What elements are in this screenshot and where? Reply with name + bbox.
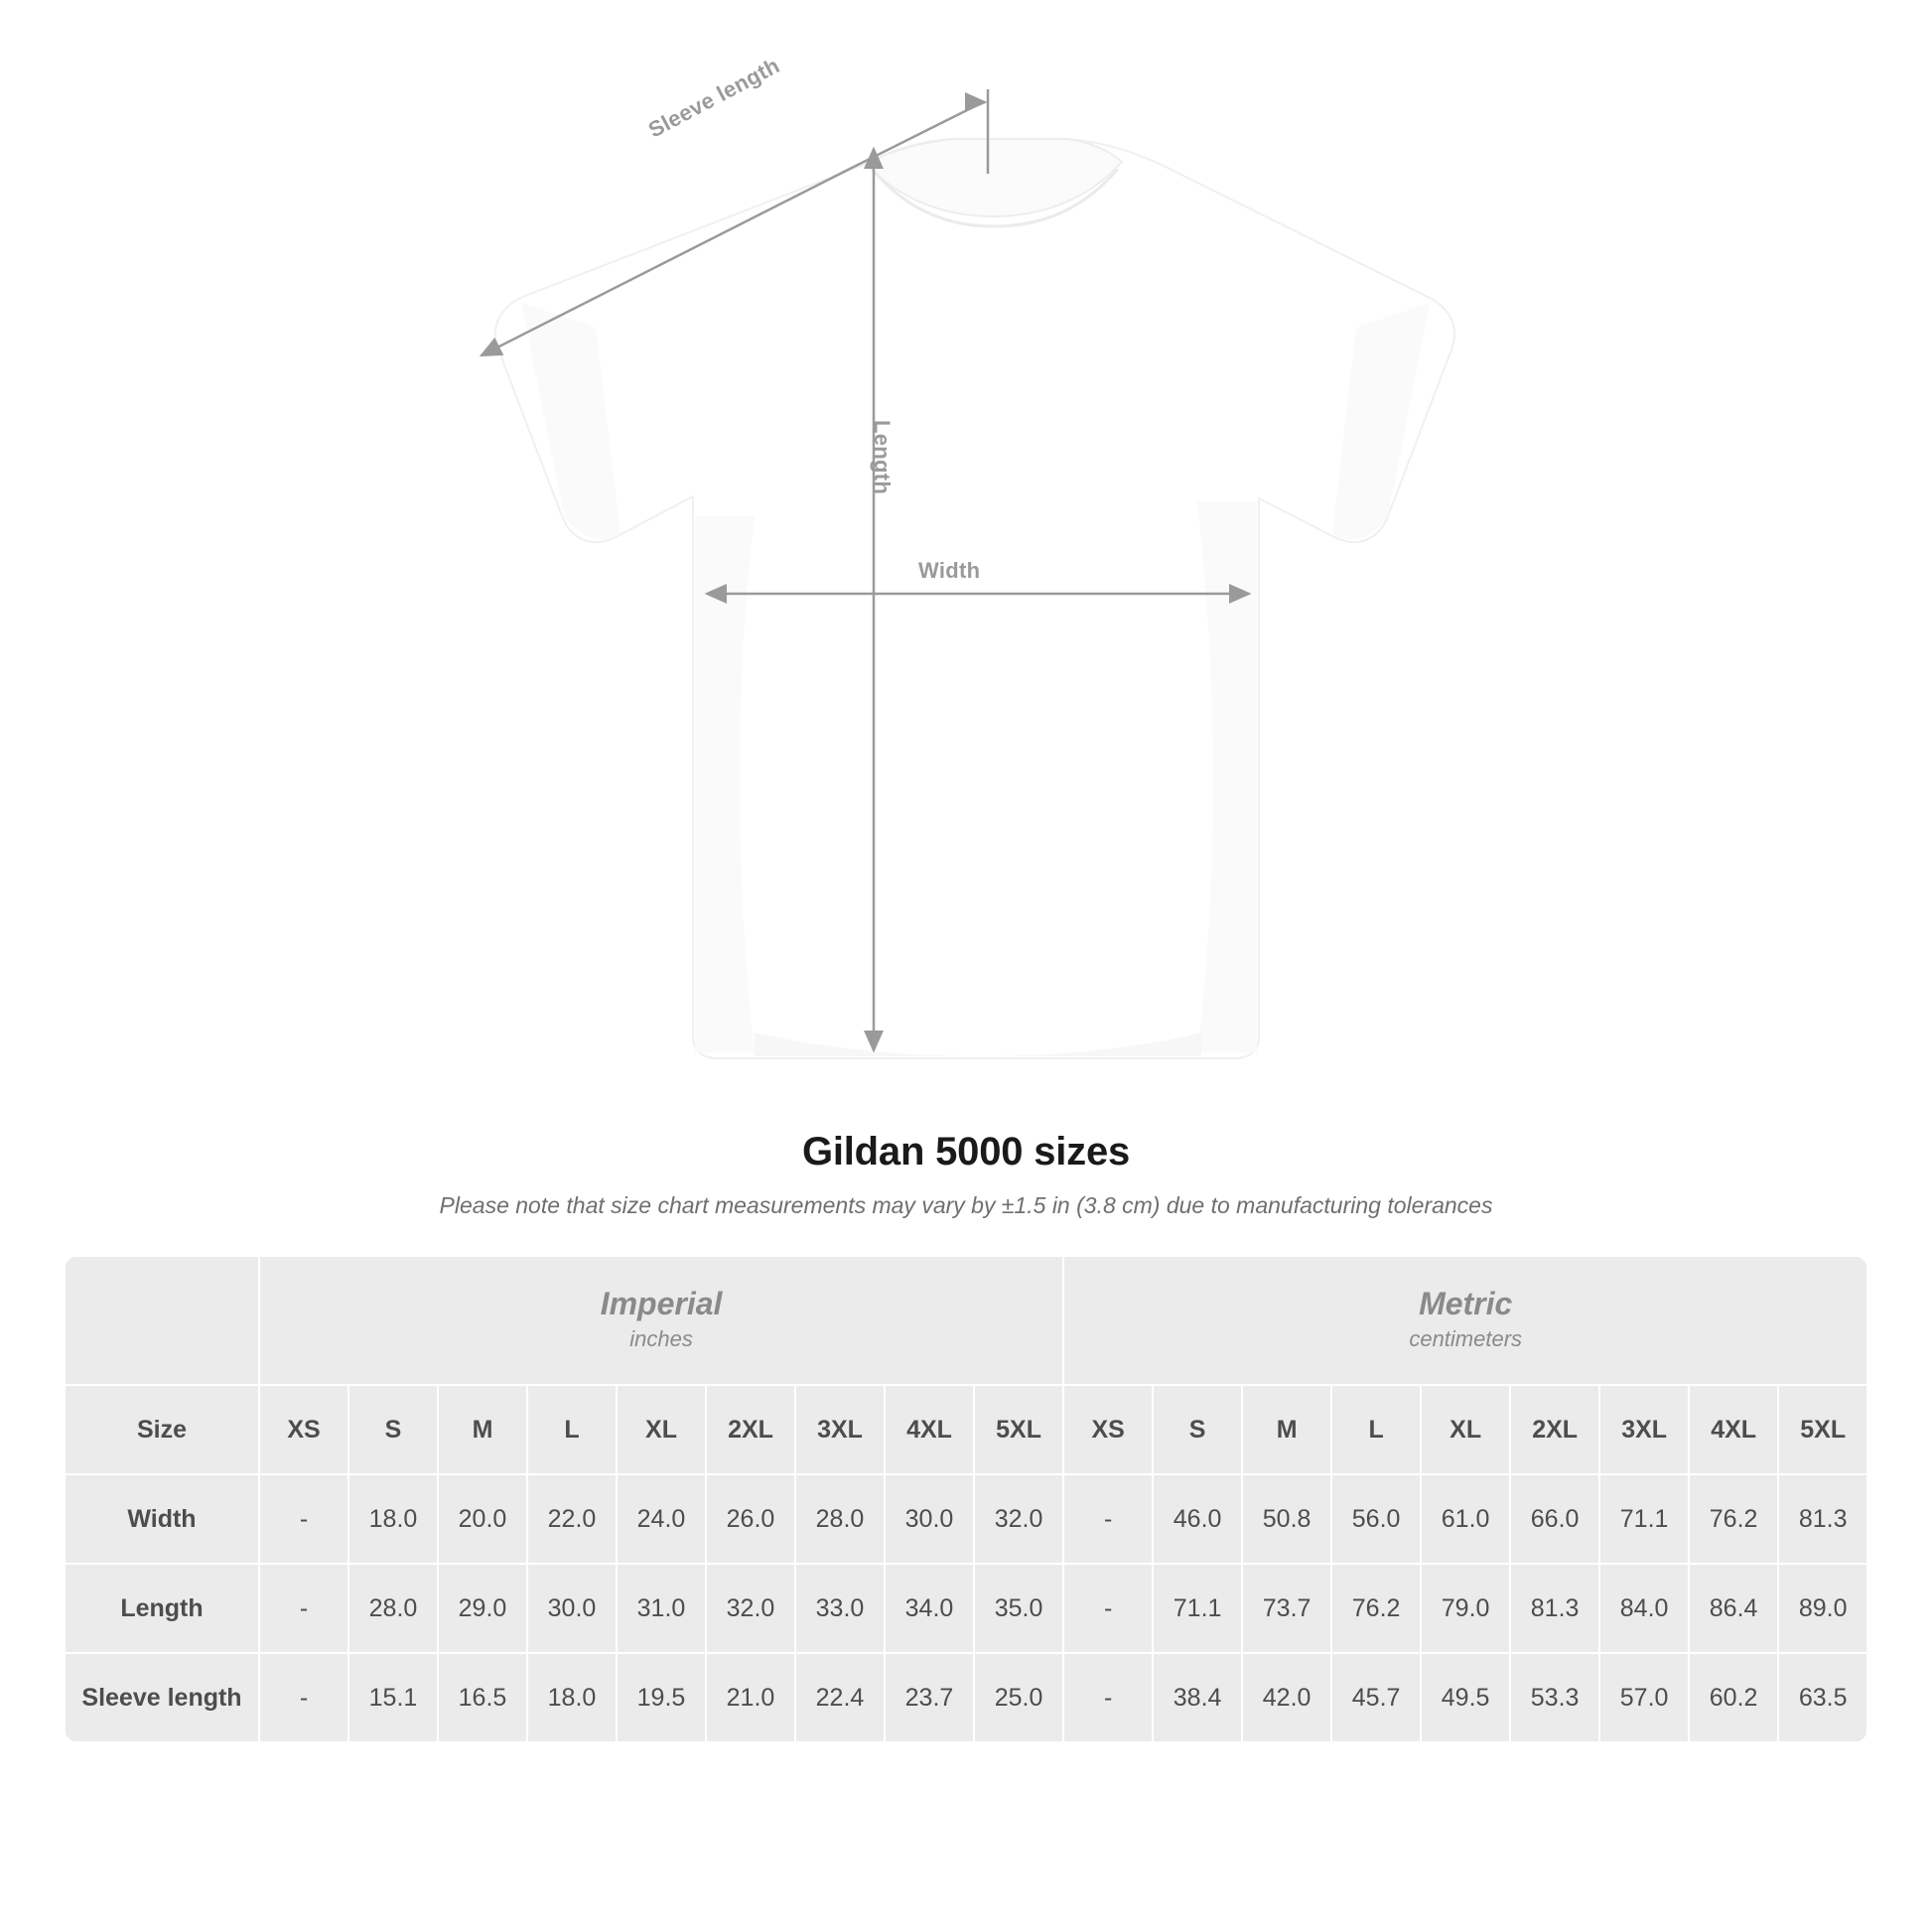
measurement-cell: 30.0: [885, 1474, 974, 1564]
measurement-cell: 61.0: [1421, 1474, 1510, 1564]
measurement-cell: 19.5: [617, 1653, 706, 1742]
unit-header-row: [65, 1256, 1867, 1385]
size-column-header: 4XL: [1689, 1385, 1778, 1474]
size-column-header: L: [1331, 1385, 1421, 1474]
imperial-group-header: [259, 1256, 1063, 1385]
imperial-subtitle: inches: [629, 1325, 693, 1351]
width-label: Width: [918, 558, 981, 583]
measurement-cell: 79.0: [1421, 1564, 1510, 1653]
table-row: [65, 1653, 1867, 1742]
measurement-cell: 28.0: [795, 1474, 885, 1564]
measurement-cell: 76.2: [1689, 1474, 1778, 1564]
measurement-cell: -: [259, 1474, 348, 1564]
measurement-cell: 30.0: [527, 1564, 617, 1653]
measurement-cell: 86.4: [1689, 1564, 1778, 1653]
size-column-header: 5XL: [974, 1385, 1063, 1474]
size-column-header: 3XL: [795, 1385, 885, 1474]
measurement-cell: 42.0: [1242, 1653, 1331, 1742]
size-column-header: S: [1153, 1385, 1242, 1474]
measurement-cell: 15.1: [348, 1653, 438, 1742]
sleeve-length-label: Sleeve length: [643, 53, 784, 143]
measurement-cell: 53.3: [1510, 1653, 1599, 1742]
size-row-header: Size: [65, 1385, 259, 1474]
size-column-header: 4XL: [885, 1385, 974, 1474]
measurement-cell: 21.0: [706, 1653, 795, 1742]
measurement-cell: 22.4: [795, 1653, 885, 1742]
size-column-header: XL: [617, 1385, 706, 1474]
measurement-cell: 22.0: [527, 1474, 617, 1564]
measurement-cell: 32.0: [974, 1474, 1063, 1564]
length-label: Length: [870, 420, 895, 495]
measurement-cell: -: [259, 1653, 348, 1742]
metric-subtitle: centimeters: [1409, 1325, 1523, 1351]
measurement-cell: 60.2: [1689, 1653, 1778, 1742]
measurement-cell: -: [1063, 1564, 1153, 1653]
measurement-cell: 16.5: [438, 1653, 527, 1742]
measurement-cell: 26.0: [706, 1474, 795, 1564]
measurement-cell: 66.0: [1510, 1474, 1599, 1564]
page-title: Gildan 5000 sizes: [801, 1130, 1131, 1173]
measurement-cell: 34.0: [885, 1564, 974, 1653]
size-column-header: 2XL: [706, 1385, 795, 1474]
measurement-cell: 50.8: [1242, 1474, 1331, 1564]
measurement-cell: 32.0: [706, 1564, 795, 1653]
size-column-header: 3XL: [1599, 1385, 1689, 1474]
size-column-header: M: [1242, 1385, 1331, 1474]
size-column-header: L: [527, 1385, 617, 1474]
size-table-wrapper: [64, 1255, 1868, 1743]
measurement-cell: 89.0: [1778, 1564, 1867, 1653]
measurement-cell: 57.0: [1599, 1653, 1689, 1742]
measurement-cell: 29.0: [438, 1564, 527, 1653]
size-column-header: S: [348, 1385, 438, 1474]
measurement-cell: 49.5: [1421, 1653, 1510, 1742]
measurement-cell: 18.0: [348, 1474, 438, 1564]
table-row: [65, 1474, 1867, 1564]
measurement-cell: 46.0: [1153, 1474, 1242, 1564]
tolerance-note: Please note that size chart measurements may vary by ±1.5 in (3.8 cm) due to manufacturing tolerances: [439, 1192, 1493, 1218]
measurement-cell: 23.7: [885, 1653, 974, 1742]
measurement-cell: 56.0: [1331, 1474, 1421, 1564]
row-label: Length: [65, 1564, 259, 1653]
row-label: Sleeve length: [65, 1653, 259, 1742]
size-column-header: M: [438, 1385, 527, 1474]
measurement-cell: -: [1063, 1474, 1153, 1564]
measurement-cell: 81.3: [1778, 1474, 1867, 1564]
measurement-cell: 31.0: [617, 1564, 706, 1653]
metric-group-header: [1063, 1256, 1867, 1385]
measurement-cell: 38.4: [1153, 1653, 1242, 1742]
table-corner-cell: [65, 1256, 259, 1385]
measurement-cell: 35.0: [974, 1564, 1063, 1653]
measurement-cell: 63.5: [1778, 1653, 1867, 1742]
table-row: [65, 1564, 1867, 1653]
size-header-row: [65, 1385, 1867, 1474]
size-column-header: 5XL: [1778, 1385, 1867, 1474]
measurement-cell: -: [1063, 1653, 1153, 1742]
measurement-cell: 71.1: [1153, 1564, 1242, 1653]
measurement-cell: 84.0: [1599, 1564, 1689, 1653]
measurement-cell: 18.0: [527, 1653, 617, 1742]
title-block: [0, 1130, 1932, 1219]
measurement-cell: 25.0: [974, 1653, 1063, 1742]
measurement-cell: 73.7: [1242, 1564, 1331, 1653]
measurement-cell: 76.2: [1331, 1564, 1421, 1653]
measurement-cell: 71.1: [1599, 1474, 1689, 1564]
measurement-cell: 45.7: [1331, 1653, 1421, 1742]
measurement-cell: 28.0: [348, 1564, 438, 1653]
size-column-header: 2XL: [1510, 1385, 1599, 1474]
measurement-cell: 24.0: [617, 1474, 706, 1564]
measurement-cell: 81.3: [1510, 1564, 1599, 1653]
metric-title: Metric: [1419, 1286, 1513, 1322]
measurement-cell: 20.0: [438, 1474, 527, 1564]
measurement-cell: 33.0: [795, 1564, 885, 1653]
size-column-header: XS: [259, 1385, 348, 1474]
size-table: [64, 1255, 1868, 1743]
row-label: Width: [65, 1474, 259, 1564]
measurement-cell: -: [259, 1564, 348, 1653]
size-column-header: XL: [1421, 1385, 1510, 1474]
size-column-header: XS: [1063, 1385, 1153, 1474]
imperial-title: Imperial: [600, 1286, 723, 1322]
